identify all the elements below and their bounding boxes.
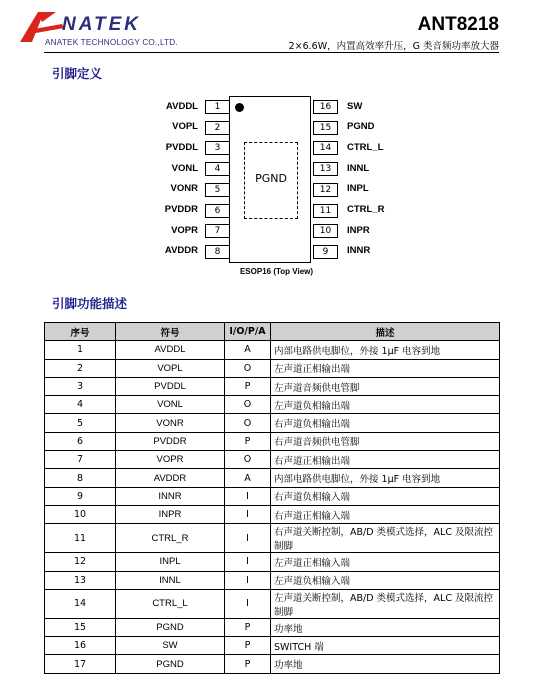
- cell-symbol: AVDDR: [116, 469, 225, 487]
- cell-description: 内部电路供电脚位，外接 1μF 电容到地: [271, 469, 500, 487]
- section-title-pin-func: 引脚功能描述: [52, 296, 128, 311]
- cell-type: I: [225, 505, 271, 523]
- pin-number-right: 10: [313, 224, 338, 238]
- cell-type: P: [225, 432, 271, 450]
- part-number: ANT8218: [417, 14, 499, 35]
- cell-pin-no: 9: [45, 487, 116, 505]
- pin-number-left: 2: [205, 121, 230, 135]
- exposed-pad-label: PGND: [255, 172, 287, 185]
- pin-number-left: 1: [205, 100, 230, 114]
- cell-pin-no: 13: [45, 571, 116, 589]
- logo-text: NATEK: [62, 14, 142, 35]
- cell-type: P: [225, 618, 271, 636]
- cell-pin-no: 4: [45, 396, 116, 414]
- cell-type: P: [225, 655, 271, 673]
- cell-description: 右声道正相输出端: [271, 451, 500, 469]
- table-row: [45, 432, 500, 450]
- cell-pin-no: 2: [45, 359, 116, 377]
- col-header-symbol: 符号: [116, 323, 225, 341]
- table-row: [45, 377, 500, 395]
- cell-symbol: CTRL_R: [116, 524, 225, 553]
- cell-pin-no: 15: [45, 618, 116, 636]
- cell-description: 功率地: [271, 618, 500, 636]
- table-row: [45, 469, 500, 487]
- cell-pin-no: 16: [45, 637, 116, 655]
- cell-description: 右声道负相输出端: [271, 414, 500, 432]
- document-subtitle: 2×6.6W，内置高效率升压，G 类音频功率放大器: [288, 41, 499, 52]
- cell-type: O: [225, 451, 271, 469]
- cell-description: 左声道负相输出端: [271, 396, 500, 414]
- pin1-marker-icon: [235, 103, 244, 112]
- cell-symbol: PGND: [116, 618, 225, 636]
- cell-symbol: VOPR: [116, 451, 225, 469]
- header-divider: [44, 52, 499, 53]
- col-header-no: 序号: [45, 323, 116, 341]
- pin-name-right: INNR: [347, 245, 371, 257]
- table-row: [45, 589, 500, 618]
- cell-pin-no: 17: [45, 655, 116, 673]
- pin-name-left: PVDDL: [165, 141, 198, 153]
- table-row: [45, 414, 500, 432]
- pin-number-left: 5: [205, 183, 230, 197]
- pin-name-left: VONL: [171, 162, 198, 174]
- pin-number-right: 14: [313, 141, 338, 155]
- cell-symbol: INPR: [116, 505, 225, 523]
- table-row: [45, 487, 500, 505]
- cell-symbol: SW: [116, 637, 225, 655]
- pin-name-right: CTRL_R: [347, 204, 385, 215]
- pin-number-left: 3: [205, 141, 230, 155]
- table-row: [45, 524, 500, 553]
- pin-function-table: [44, 322, 500, 674]
- pin-name-left: AVDDR: [164, 245, 198, 257]
- pin-name-left: VOPR: [171, 224, 198, 236]
- pin-name-left: PVDDR: [164, 204, 198, 215]
- cell-description: 内部电路供电脚位，外接 1μF 电容到地: [271, 341, 500, 359]
- cell-pin-no: 14: [45, 589, 116, 618]
- cell-type: I: [225, 553, 271, 571]
- pin-name-right: INNL: [347, 162, 370, 174]
- cell-type: O: [225, 396, 271, 414]
- logo-subtitle: ANATEK TECHNOLOGY CO.,LTD.: [45, 38, 178, 47]
- col-header-type: I/O/P/A: [225, 323, 271, 341]
- pin-number-right: 12: [313, 183, 338, 197]
- cell-pin-no: 8: [45, 469, 116, 487]
- cell-pin-no: 10: [45, 505, 116, 523]
- table-row: [45, 396, 500, 414]
- table-row: [45, 451, 500, 469]
- cell-symbol: INNL: [116, 571, 225, 589]
- cell-symbol: PGND: [116, 655, 225, 673]
- cell-type: P: [225, 637, 271, 655]
- cell-pin-no: 3: [45, 377, 116, 395]
- cell-type: I: [225, 524, 271, 553]
- cell-type: I: [225, 571, 271, 589]
- cell-description: 功率地: [271, 655, 500, 673]
- cell-pin-no: 1: [45, 341, 116, 359]
- cell-type: O: [225, 359, 271, 377]
- pin-number-left: 6: [205, 204, 230, 218]
- cell-description: 右声道正相输入端: [271, 505, 500, 523]
- pin-number-left: 7: [205, 224, 230, 238]
- pin-name-right: CTRL_L: [347, 141, 384, 153]
- table-row: [45, 637, 500, 655]
- pin-name-right: SW: [347, 100, 363, 112]
- cell-type: I: [225, 589, 271, 618]
- cell-symbol: INNR: [116, 487, 225, 505]
- pin-number-right: 9: [313, 245, 338, 259]
- cell-description: 左声道正相输入端: [271, 553, 500, 571]
- pin-name-right: INPR: [347, 224, 370, 236]
- cell-pin-no: 6: [45, 432, 116, 450]
- pin-name-right: INPL: [347, 183, 369, 195]
- pin-number-left: 8: [205, 245, 230, 259]
- cell-pin-no: 5: [45, 414, 116, 432]
- cell-symbol: AVDDL: [116, 341, 225, 359]
- pin-number-right: 16: [313, 100, 338, 114]
- pin-name-left: VOPL: [172, 121, 198, 133]
- pin-name-left: VONR: [170, 183, 198, 195]
- pin-number-left: 4: [205, 162, 230, 176]
- pin-name-left: AVDDL: [165, 100, 198, 112]
- cell-pin-no: 7: [45, 451, 116, 469]
- cell-symbol: PVDDR: [116, 432, 225, 450]
- table-row: [45, 655, 500, 673]
- table-row: [45, 341, 500, 359]
- pin-number-right: 11: [313, 204, 338, 218]
- pin-name-right: PGND: [347, 121, 375, 133]
- cell-description: SWITCH 端: [271, 637, 500, 655]
- table-header-row: [45, 323, 500, 341]
- cell-description: 右声道关断控制，AB/D 类模式选择，ALC 及限流控制脚: [271, 524, 500, 553]
- cell-symbol: PVDDL: [116, 377, 225, 395]
- col-header-desc: 描述: [271, 323, 500, 341]
- cell-type: P: [225, 377, 271, 395]
- cell-description: 左声道负相输入端: [271, 571, 500, 589]
- section-title-pin-def: 引脚定义: [52, 66, 103, 81]
- table-row: [45, 359, 500, 377]
- cell-description: 左声道音频供电管脚: [271, 377, 500, 395]
- cell-type: A: [225, 341, 271, 359]
- cell-description: 右声道负相输入端: [271, 487, 500, 505]
- table-row: [45, 571, 500, 589]
- cell-type: A: [225, 469, 271, 487]
- table-row: [45, 618, 500, 636]
- table-row: [45, 505, 500, 523]
- table-row: [45, 553, 500, 571]
- cell-symbol: INPL: [116, 553, 225, 571]
- pin-number-right: 15: [313, 121, 338, 135]
- cell-symbol: CTRL_L: [116, 589, 225, 618]
- cell-pin-no: 12: [45, 553, 116, 571]
- pin-number-right: 13: [313, 162, 338, 176]
- cell-type: O: [225, 414, 271, 432]
- package-caption: ESOP16 (Top View): [239, 267, 314, 276]
- cell-description: 左声道正相输出端: [271, 359, 500, 377]
- cell-symbol: VOPL: [116, 359, 225, 377]
- cell-type: I: [225, 487, 271, 505]
- cell-pin-no: 11: [45, 524, 116, 553]
- cell-symbol: VONR: [116, 414, 225, 432]
- cell-description: 左声道关断控制，AB/D 类模式选择，ALC 及限流控制脚: [271, 589, 500, 618]
- cell-description: 右声道音频供电管脚: [271, 432, 500, 450]
- cell-symbol: VONL: [116, 396, 225, 414]
